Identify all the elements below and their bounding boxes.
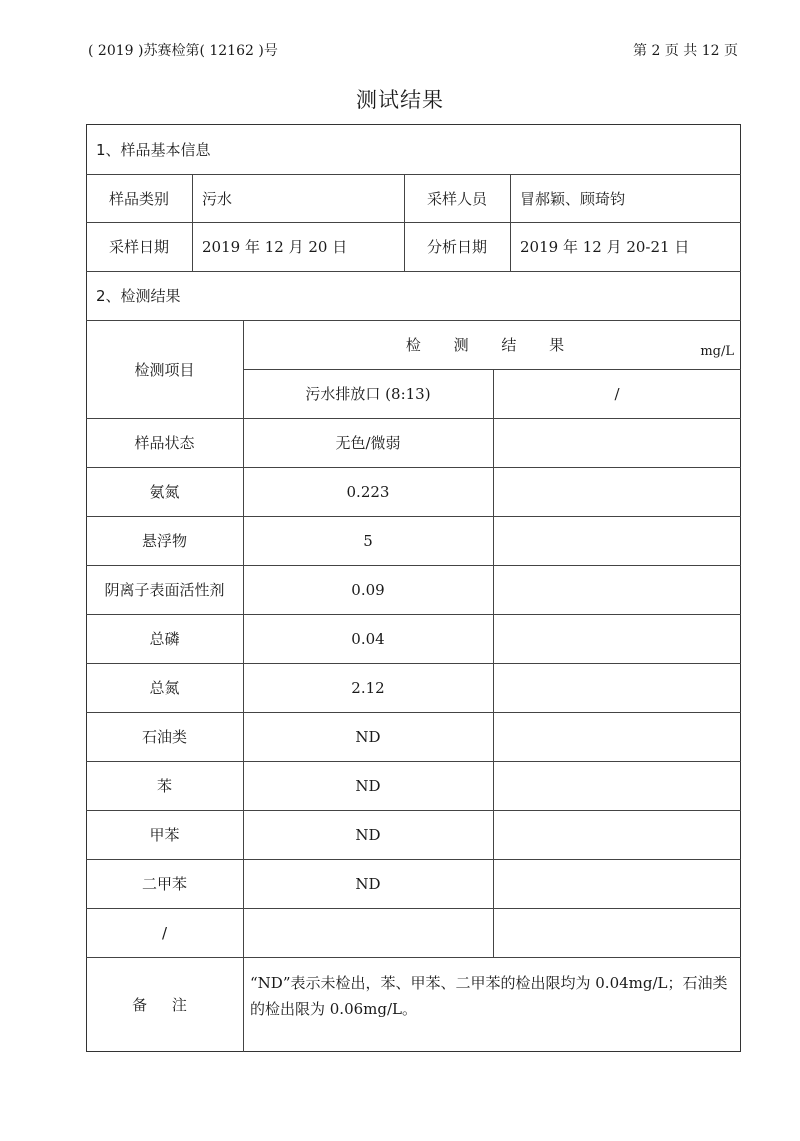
- sample-type-label: 样品类别: [108, 189, 169, 208]
- document-number: ( 2019 )苏赛检第( 12162 )号: [88, 43, 278, 59]
- analysis-date-value: 2019 年 12 月 20-21 日: [520, 238, 690, 256]
- divider: [493, 369, 494, 957]
- page-number: 第 2 页 共 12 页: [633, 43, 738, 59]
- row-item-label: 氨氮: [149, 483, 180, 501]
- test-item-header: 检测项目: [134, 360, 195, 379]
- remark-label-text: 备 注: [132, 996, 197, 1014]
- row-item-label: 样品状态: [134, 434, 195, 452]
- row-item-label: 总氮: [149, 679, 180, 697]
- row-item-label: 阴离子表面活性剂: [104, 581, 225, 599]
- row-item-label: 苯: [156, 777, 172, 795]
- row-item-label: 总磷: [149, 630, 180, 648]
- remark-text: “ND”表示未检出，苯、甲苯、二甲苯的检出限均为 0.04mg/L；石油类的检出限为 0.06mg/L。: [250, 974, 728, 1018]
- row-value: ND: [355, 874, 381, 893]
- row-value: 0.09: [351, 580, 385, 599]
- page-title: 测试结果: [356, 88, 444, 112]
- row-value: ND: [355, 776, 381, 795]
- sampling-date-label: 采样日期: [108, 238, 169, 256]
- sample-type-value: 污水: [202, 189, 233, 208]
- row-value: 5: [363, 531, 373, 550]
- sampling-date-value: 2019 年 12 月 20 日: [202, 238, 348, 256]
- analysis-date-label: 分析日期: [426, 238, 487, 256]
- row-value: 0.223: [346, 482, 390, 501]
- row-item-label: 石油类: [141, 728, 187, 746]
- row-value: 无色/微弱: [335, 434, 401, 452]
- test-result-header: [243, 320, 741, 369]
- section-1-title: 1、样品基本信息: [96, 140, 211, 159]
- row-value: 2.12: [351, 678, 385, 697]
- section-2-title: 2、检测结果: [96, 287, 181, 305]
- remark-label: [86, 957, 243, 1052]
- row-item-label: 甲苯: [149, 826, 180, 844]
- row-item-label: 悬浮物: [141, 532, 187, 550]
- column-2-header: /: [614, 384, 620, 403]
- row-value: 0.04: [351, 629, 385, 648]
- row-item-label: /: [161, 923, 168, 942]
- sampler-label: 采样人员: [426, 189, 487, 208]
- sampler-value: 冒郝颖、顾琦钧: [520, 189, 626, 208]
- unit-label: mg/L: [700, 344, 734, 359]
- row-value: [243, 908, 493, 957]
- column-1-header: 污水排放口 (8:13): [305, 385, 431, 403]
- row-item-label: 二甲苯: [141, 875, 187, 893]
- page-header: [88, 40, 738, 62]
- test-result-header-text: 检 测 结 果: [405, 336, 579, 354]
- row-value: ND: [355, 727, 381, 746]
- row-value: ND: [355, 825, 381, 844]
